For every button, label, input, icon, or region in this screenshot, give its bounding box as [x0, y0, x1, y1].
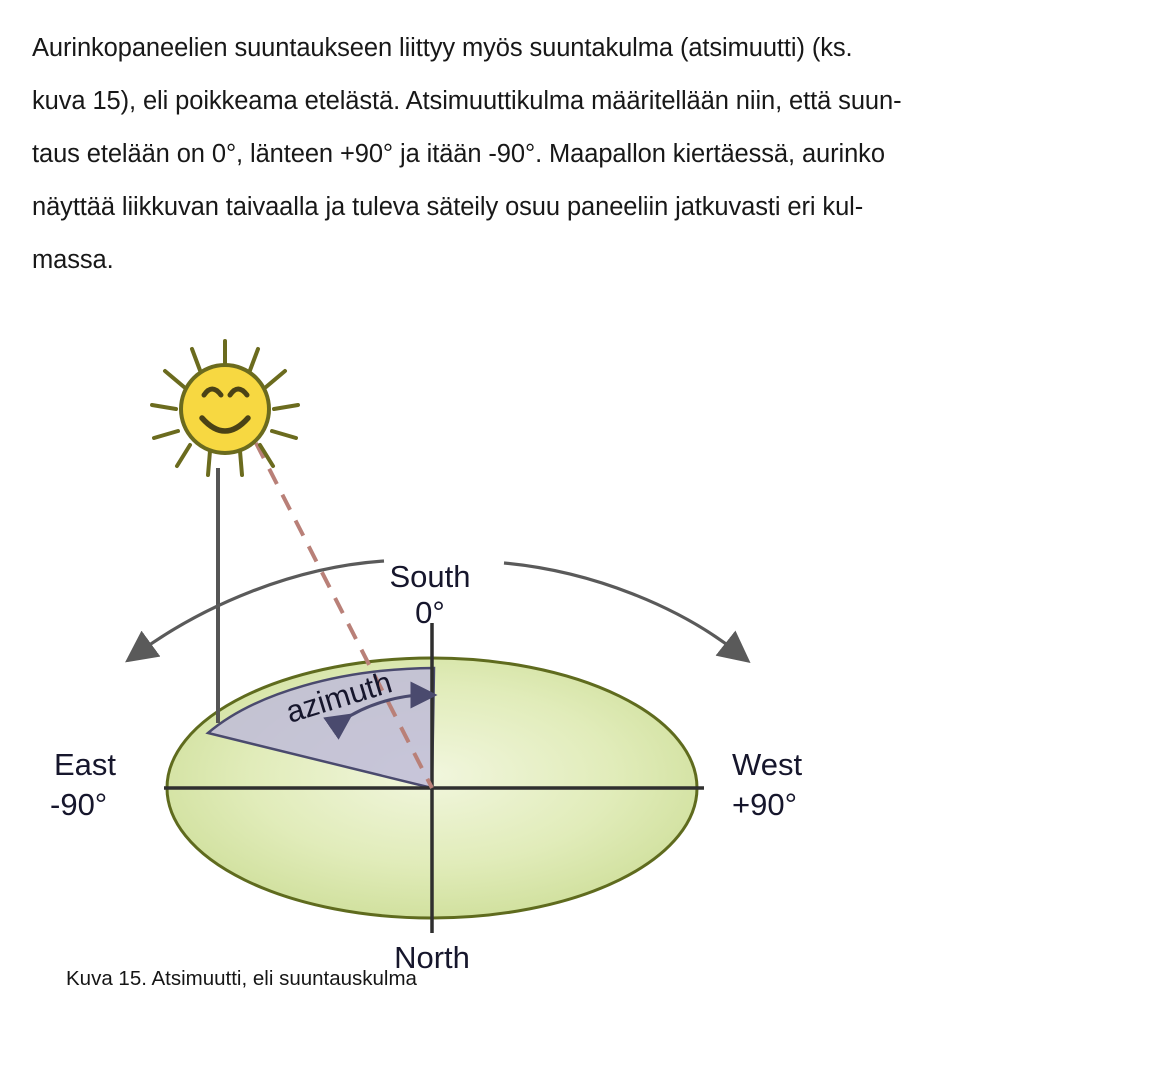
label-east-value: -90°: [50, 787, 108, 822]
azimuth-diagram-svg: [32, 323, 1122, 983]
label-west-value: +90°: [732, 787, 797, 822]
label-south: South: [389, 559, 471, 594]
sun-icon: [152, 341, 298, 475]
label-west: West: [732, 747, 803, 782]
paragraph-line: näyttää liikkuvan taivaalla ja tuleva säteily osuu paneeliin jatkuvasti eri kul-: [32, 193, 864, 221]
sun-path-arc-left: [138, 561, 384, 653]
paragraph-line: Aurinkopaneelien suuntaukseen liittyy myös suuntakulma (atsimuutti) (ks.: [32, 34, 853, 62]
label-azimuth: azimuth: [281, 664, 396, 730]
label-south-value: 0°: [415, 595, 445, 630]
paragraph-line: kuva 15), eli poikkeama etelästä. Atsimuuttikulma määritellään niin, että suun-: [32, 87, 902, 115]
paragraph-line: massa.: [32, 246, 114, 274]
label-east: East: [54, 747, 117, 782]
paragraph-block: [32, 22, 1119, 287]
paragraph-line: taus etelään on 0°, länteen +90° ja itään -90°. Maapallon kiertäessä, aurinko: [32, 140, 885, 168]
figure-caption: Kuva 15. Atsimuutti, eli suuntauskulma: [66, 967, 417, 990]
label-north: North: [394, 940, 470, 975]
figure-azimuth-diagram: [32, 323, 1122, 1013]
sun-path-arc-right: [504, 563, 738, 653]
